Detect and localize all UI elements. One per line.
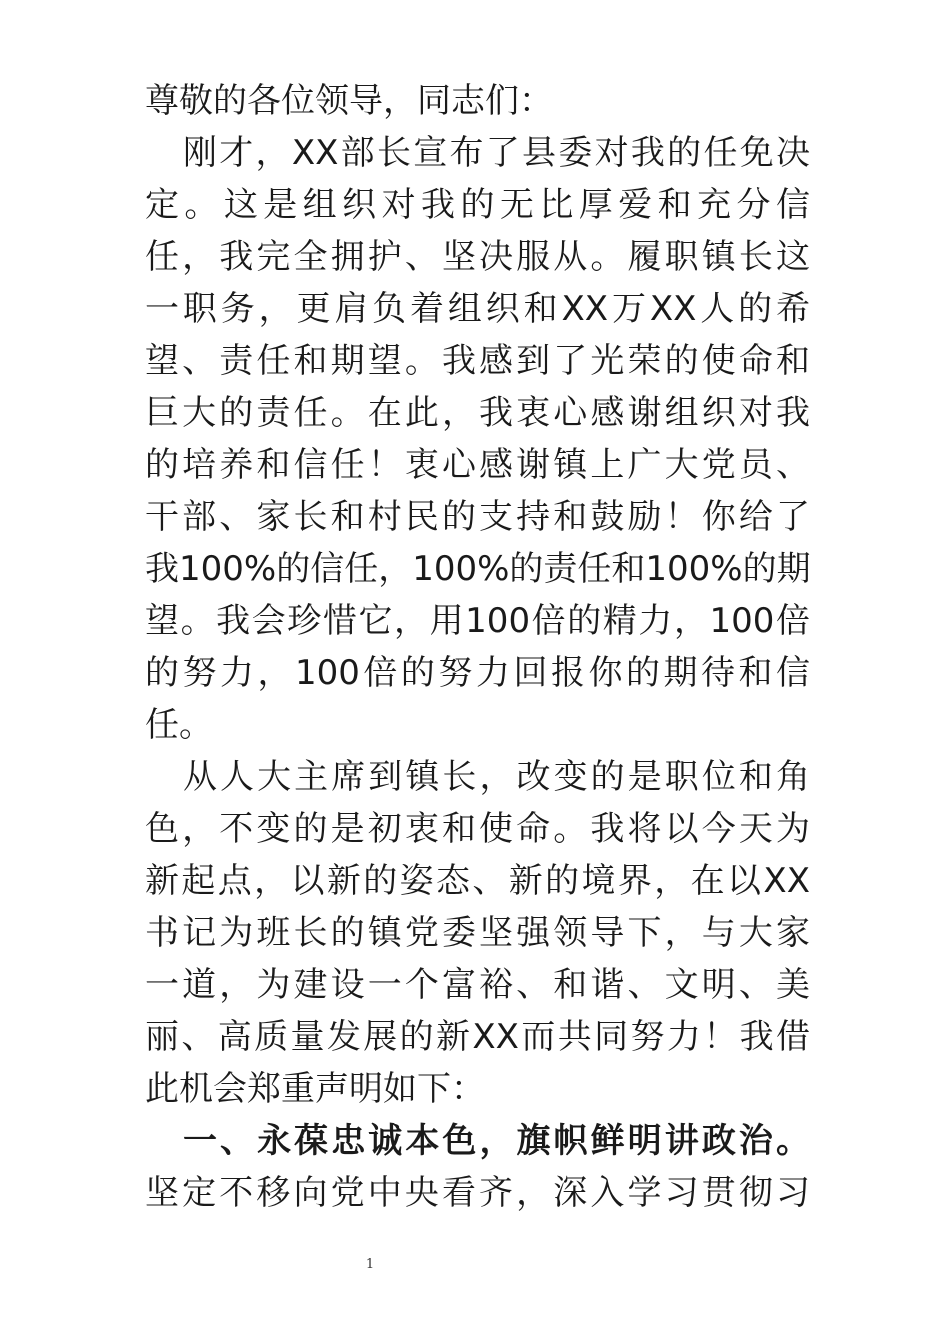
paragraph-line: 刚才，XX部长宣布了县委对我的任免决	[183, 133, 810, 173]
salutation-line: 尊敬的各位领导，同志们：	[145, 81, 553, 121]
paragraph-line: 色，不变的是初衷和使命。我将以今天为	[145, 809, 810, 849]
paragraph-line: 书记为班长的镇党委坚强领导下，与大家	[145, 913, 810, 953]
paragraph-line: 的培养和信任！衷心感谢镇上广大党员、	[145, 445, 810, 485]
paragraph-line: 新起点，以新的姿态、新的境界，在以XX	[145, 861, 810, 901]
paragraph-line: 丽、高质量发展的新XX而共同努力！我借	[145, 1017, 810, 1057]
paragraph-line: 一道，为建设一个富裕、和谐、文明、美	[145, 965, 810, 1005]
paragraph-line: 望。我会珍惜它，用100倍的精力，100倍	[145, 601, 810, 641]
paragraph-line: 坚定不移向党中央看齐，深入学习贯彻习	[145, 1173, 810, 1213]
paragraph-line: 此机会郑重声明如下：	[145, 1069, 485, 1109]
page-number: 1	[365, 1257, 375, 1272]
paragraph-line: 定。这是组织对我的无比厚爱和充分信	[145, 185, 810, 225]
paragraph-line: 的努力，100倍的努力回报你的期待和信	[145, 653, 810, 693]
paragraph-line: 任，我完全拥护、坚决服从。履职镇长这	[145, 237, 810, 277]
section-heading: 一、永葆忠诚本色，旗帜鲜明讲政治。	[183, 1121, 810, 1161]
paragraph-line: 望、责任和期望。我感到了光荣的使命和	[145, 341, 810, 381]
paragraph-line: 干部、家长和村民的支持和鼓励！你给了	[145, 497, 810, 537]
paragraph-line: 一职务，更肩负着组织和XX万XX人的希	[145, 289, 810, 329]
paragraph-line: 巨大的责任。在此，我衷心感谢组织对我	[145, 393, 810, 433]
paragraph-line: 我100%的信任，100%的责任和100%的期	[145, 549, 811, 589]
paragraph-line: 任。	[145, 705, 213, 745]
paragraph-line: 从人大主席到镇长，改变的是职位和角	[183, 757, 810, 797]
